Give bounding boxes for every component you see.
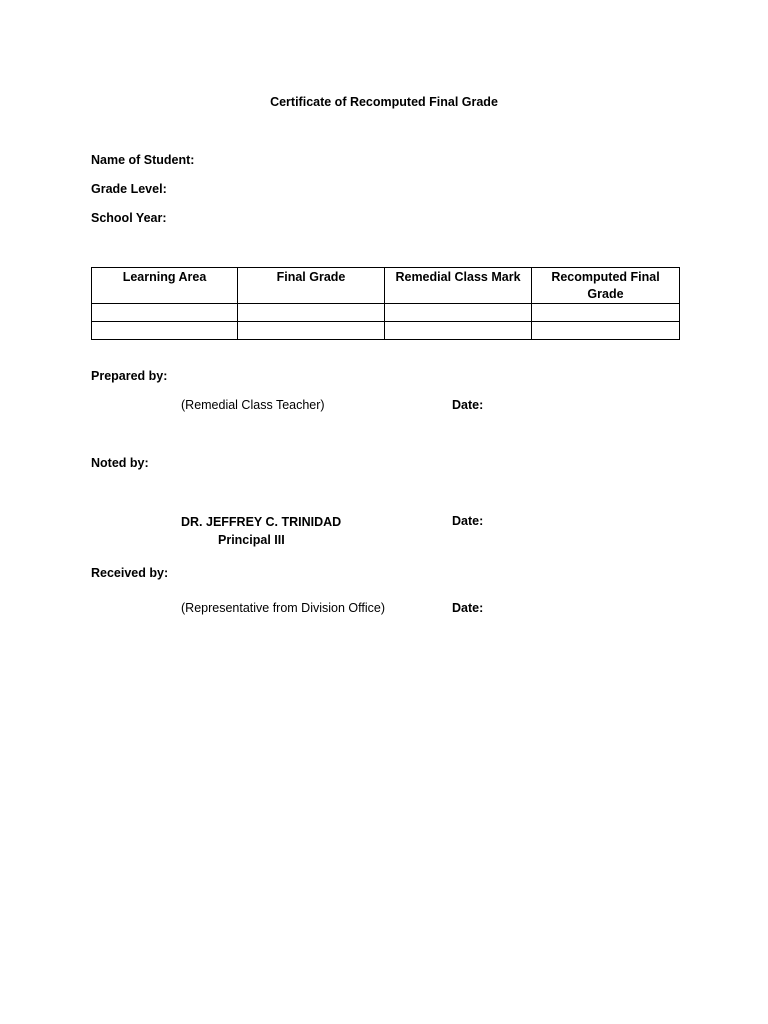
header-final-grade: Final Grade	[238, 268, 385, 304]
header-learning-area: Learning Area	[92, 268, 238, 304]
table-cell	[385, 322, 532, 340]
header-recomputed-final-grade: Recomputed Final Grade	[532, 268, 680, 304]
received-by-label: Received by:	[91, 566, 169, 580]
table-cell	[532, 304, 680, 322]
table-cell	[92, 322, 238, 340]
school-year-label: School Year:	[91, 211, 167, 225]
table-cell	[385, 304, 532, 322]
received-date-label: Date:	[452, 601, 484, 615]
table-cell	[92, 304, 238, 322]
received-signatory: (Representative from Division Office)	[181, 601, 386, 615]
principal-name: DR. JEFFREY C. TRINIDAD	[181, 515, 342, 529]
table-cell	[238, 322, 385, 340]
header-remedial-class-mark: Remedial Class Mark	[385, 268, 532, 304]
table-cell	[238, 304, 385, 322]
prepared-by-label: Prepared by:	[91, 369, 168, 383]
principal-signatory-block	[181, 513, 341, 549]
prepared-date-label: Date:	[452, 398, 484, 412]
noted-by-label: Noted by:	[91, 456, 149, 470]
grades-table	[91, 267, 680, 340]
student-name-label: Name of Student:	[91, 153, 195, 167]
table-cell	[532, 322, 680, 340]
principal-title: Principal III	[218, 533, 285, 547]
noted-date-label: Date:	[452, 514, 484, 528]
grade-level-label: Grade Level:	[91, 182, 167, 196]
table-row	[92, 304, 680, 322]
table-header-row	[92, 268, 680, 304]
table-row	[92, 322, 680, 340]
document-title: Certificate of Recomputed Final Grade	[270, 95, 498, 109]
prepared-signatory: (Remedial Class Teacher)	[181, 398, 325, 412]
